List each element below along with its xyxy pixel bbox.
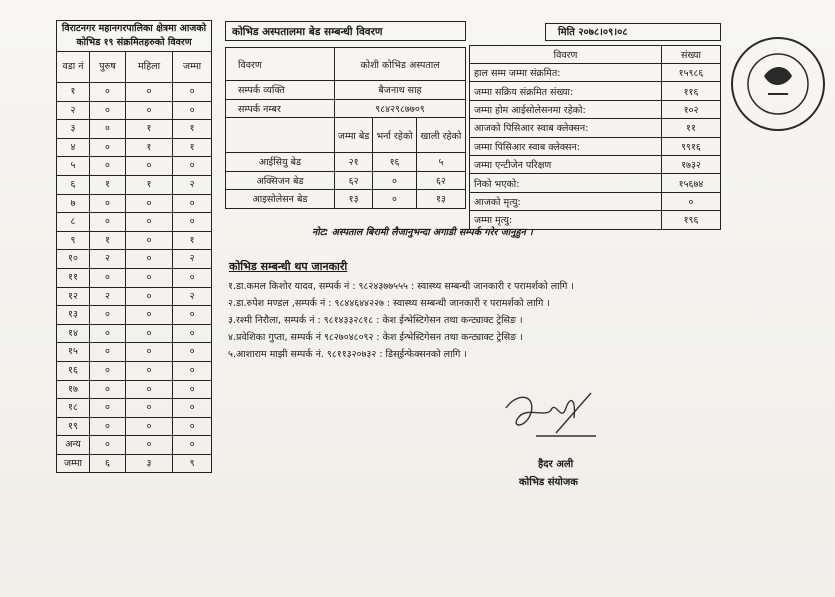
report-date: मिति २०७८।०९।०८ bbox=[545, 23, 721, 41]
female-count: ० bbox=[125, 83, 172, 102]
ward-header-total: जम्मा bbox=[173, 52, 212, 83]
summary-header-count: संख्या bbox=[662, 46, 721, 64]
total-count: ० bbox=[173, 101, 212, 120]
summary-row bbox=[470, 137, 721, 155]
summary-row bbox=[470, 100, 721, 118]
female-count: ० bbox=[125, 101, 172, 120]
female-count: ० bbox=[125, 213, 172, 232]
total-count: २ bbox=[173, 287, 212, 306]
ward-row bbox=[57, 138, 212, 157]
male-count: ० bbox=[90, 213, 126, 232]
ward-number: ५ bbox=[57, 157, 90, 176]
ward-number: १६ bbox=[57, 361, 90, 380]
ward-number: १० bbox=[57, 250, 90, 269]
signer-name: हैदर अली bbox=[538, 459, 574, 470]
summary-value: १०२ bbox=[662, 100, 721, 118]
male-count: ० bbox=[90, 306, 126, 325]
female-count: १ bbox=[125, 175, 172, 194]
total-count: १ bbox=[173, 231, 212, 250]
contact-line: ४.प्रवेशिका गुप्ता, सम्पर्क नं ९८२७०४८०९२ : केश ईन्भेस्टिगेसन तथा कन्ट्याक्ट ट्रेसिङ । bbox=[228, 332, 523, 343]
summary-row bbox=[470, 64, 721, 82]
ward-row bbox=[57, 213, 212, 232]
ward-row bbox=[57, 436, 212, 455]
female-count: ० bbox=[125, 324, 172, 343]
male-count: ० bbox=[90, 324, 126, 343]
female-count: ० bbox=[125, 417, 172, 436]
summary-header-label: विवरण bbox=[470, 46, 662, 64]
bed-total: २१ bbox=[335, 153, 373, 172]
ward-row bbox=[57, 361, 212, 380]
female-count: ० bbox=[125, 380, 172, 399]
bed-admitted: ० bbox=[373, 190, 417, 209]
ward-row bbox=[57, 306, 212, 325]
male-count: ० bbox=[90, 157, 126, 176]
female-count: ० bbox=[125, 157, 172, 176]
female-count: ० bbox=[125, 231, 172, 250]
summary-value: ९९१६ bbox=[662, 137, 721, 155]
male-count: २ bbox=[90, 287, 126, 306]
bed-vacant: १३ bbox=[416, 190, 465, 209]
summary-row bbox=[470, 155, 721, 173]
contact-line: ५.आशाराम माझी सम्पर्क नं. ९८११३२०७३२ : डिस्ईन्फेक्सनको लागि । bbox=[228, 349, 467, 360]
bed-total: १३ bbox=[335, 190, 373, 209]
hospital-col-label: विवरण bbox=[226, 48, 335, 81]
bed-admitted: ० bbox=[373, 171, 417, 190]
bed-total: ६२ bbox=[335, 171, 373, 190]
summary-label: जम्मा पिसिआर स्वाब क्लेक्सन: bbox=[470, 137, 662, 155]
bed-label: आईसियु बेड bbox=[226, 153, 335, 172]
male-count: ० bbox=[90, 101, 126, 120]
bed-row-oxygen bbox=[226, 171, 466, 190]
bed-vacant: ५ bbox=[416, 153, 465, 172]
ward-row bbox=[57, 231, 212, 250]
total-count: ० bbox=[173, 306, 212, 325]
summary-label: हाल सम्म जम्मा संक्रमित: bbox=[470, 64, 662, 82]
summary-label: निको भएको: bbox=[470, 174, 662, 192]
female-count: १ bbox=[125, 120, 172, 139]
ward-header-male: पुरुष bbox=[90, 52, 126, 83]
summary-value: १५६७४ bbox=[662, 174, 721, 192]
bed-admitted: १६ bbox=[373, 153, 417, 172]
total-count: १ bbox=[173, 138, 212, 157]
ward-row bbox=[57, 399, 212, 418]
summary-value: १७३२ bbox=[662, 155, 721, 173]
male-count: १ bbox=[90, 175, 126, 194]
contact-person-label: सम्पर्क व्यक्ति bbox=[226, 81, 335, 100]
ward-number: ६ bbox=[57, 175, 90, 194]
total-count: ० bbox=[173, 436, 212, 455]
summary-value: ११ bbox=[662, 119, 721, 137]
ward-row bbox=[57, 343, 212, 362]
ward-number: अन्य bbox=[57, 436, 90, 455]
male-count: १ bbox=[90, 231, 126, 250]
female-count: १ bbox=[125, 138, 172, 157]
summary-label: जम्मा होम आईसोलेसनमा रहेको: bbox=[470, 100, 662, 118]
bed-vacant: ६२ bbox=[416, 171, 465, 190]
summary-value: ११६ bbox=[662, 82, 721, 100]
bed-header-admitted: भर्ना रहेको bbox=[373, 118, 417, 153]
total-count: ० bbox=[173, 399, 212, 418]
total-count: ० bbox=[173, 324, 212, 343]
ward-row bbox=[57, 175, 212, 194]
ward-number: ३ bbox=[57, 120, 90, 139]
ward-number: २ bbox=[57, 101, 90, 120]
male-count: ० bbox=[90, 138, 126, 157]
female-count: ० bbox=[125, 194, 172, 213]
ward-number: १ bbox=[57, 83, 90, 102]
hospital-bed-title: कोभिड अस्पतालमा बेड सम्बन्धी विवरण bbox=[225, 21, 466, 41]
male-count: ० bbox=[90, 268, 126, 287]
ward-row bbox=[57, 380, 212, 399]
summary-row bbox=[470, 82, 721, 100]
ward-table-title: विराटनगर महानगरपालिका क्षेत्रमा आजको कोभिड १९ संक्रमितहरुको विवरण bbox=[57, 21, 212, 52]
bed-header-total: जम्मा बेड bbox=[335, 118, 373, 153]
contact-number-label: सम्पर्क नम्बर bbox=[226, 99, 335, 118]
ward-number: ८ bbox=[57, 213, 90, 232]
male-count: ० bbox=[90, 436, 126, 455]
bed-header-vacant: खाली रहेको bbox=[416, 118, 465, 153]
total-count: १ bbox=[173, 120, 212, 139]
ward-number: ७ bbox=[57, 194, 90, 213]
contact-number: ९८४२९८७७०९ bbox=[335, 99, 466, 118]
ward-cases-table bbox=[56, 20, 212, 473]
total-count: २ bbox=[173, 250, 212, 269]
female-count: ० bbox=[125, 343, 172, 362]
ward-row bbox=[57, 101, 212, 120]
ward-row bbox=[57, 268, 212, 287]
bed-row-isolation bbox=[226, 190, 466, 209]
ward-number: १२ bbox=[57, 287, 90, 306]
ward-row bbox=[57, 324, 212, 343]
total-count: ० bbox=[173, 268, 212, 287]
summary-label: जम्मा सक्रिय संक्रमित संख्या: bbox=[470, 82, 662, 100]
male-count: ० bbox=[90, 399, 126, 418]
summary-value: ० bbox=[662, 192, 721, 210]
female-count: ० bbox=[125, 361, 172, 380]
male-count: ० bbox=[90, 194, 126, 213]
contact-person: बैजनाथ साह bbox=[335, 81, 466, 100]
female-count: ० bbox=[125, 268, 172, 287]
male-count: ० bbox=[90, 417, 126, 436]
ward-number: १७ bbox=[57, 380, 90, 399]
female-count: ० bbox=[125, 306, 172, 325]
male-count: २ bbox=[90, 250, 126, 269]
ward-row bbox=[57, 250, 212, 269]
ward-number: ९ bbox=[57, 231, 90, 250]
ward-header-ward: वडा नं bbox=[57, 52, 90, 83]
summary-row bbox=[470, 192, 721, 210]
contact-line: २.डा.रुपेश मण्डल ,सम्पर्क नं : ९८४४६४४२२७ : स्वास्थ्य सम्बन्धी जानकारी र परामर्शको लागि । bbox=[228, 298, 550, 309]
total-count: २ bbox=[173, 175, 212, 194]
total-count: ० bbox=[173, 213, 212, 232]
summary-label: आजको मृत्यु: bbox=[470, 192, 662, 210]
female-count: ० bbox=[125, 399, 172, 418]
ward-row bbox=[57, 194, 212, 213]
total-count: ० bbox=[173, 380, 212, 399]
total-count: ९ bbox=[173, 454, 212, 473]
ward-number: जम्मा bbox=[57, 454, 90, 473]
total-count: ० bbox=[173, 194, 212, 213]
hospital-bed-table bbox=[225, 47, 466, 209]
male-count: ० bbox=[90, 361, 126, 380]
total-count: ० bbox=[173, 83, 212, 102]
female-count: ० bbox=[125, 250, 172, 269]
male-count: ० bbox=[90, 83, 126, 102]
ward-row bbox=[57, 454, 212, 473]
bed-label: अक्सिजन बेड bbox=[226, 171, 335, 190]
ward-row bbox=[57, 83, 212, 102]
contact-line: ३.रश्मी निरौला, सम्पर्क नं : ९८१४३३२८१८ : केश ईन्भेस्टिगेसन तथा कन्ट्याक्ट ट्रेसिङ । bbox=[228, 315, 523, 326]
summary-label: जम्मा एन्टीजेन परिक्षण bbox=[470, 155, 662, 173]
total-count: ० bbox=[173, 361, 212, 380]
summary-table bbox=[469, 45, 721, 230]
contact-line: १.डा.कमल किशोर यादव, सम्पर्क नं : ९८२४३७७५५५ : स्वास्थ्य सम्बन्धी जानकारी र परामर्शको लागि । bbox=[228, 281, 575, 292]
ward-number: १९ bbox=[57, 417, 90, 436]
bed-header-blank bbox=[226, 118, 335, 153]
signer-role: कोभिड संयोजक bbox=[519, 477, 578, 488]
ward-row bbox=[57, 120, 212, 139]
bed-row-icu bbox=[226, 153, 466, 172]
total-count: ० bbox=[173, 417, 212, 436]
ward-header-female: महिला bbox=[125, 52, 172, 83]
hospital-note: नोट: अस्पताल बिरामी लैजानुभन्दा अगाडी सम्पर्क गरेर जानुहुन । bbox=[312, 227, 533, 238]
office-stamp-icon bbox=[728, 34, 828, 134]
male-count: ० bbox=[90, 380, 126, 399]
female-count: ० bbox=[125, 287, 172, 306]
summary-row bbox=[470, 119, 721, 137]
ward-number: १५ bbox=[57, 343, 90, 362]
bed-label: आइसोलेसन बेड bbox=[226, 190, 335, 209]
summary-label: आजको पिसिआर स्वाब क्लेक्सन: bbox=[470, 119, 662, 137]
extra-info-title: कोभिड सम्बन्धी थप जानकारी bbox=[229, 260, 348, 273]
ward-row bbox=[57, 287, 212, 306]
hospital-name: कोशी कोभिड अस्पताल bbox=[335, 48, 466, 81]
summary-value: १९६ bbox=[662, 211, 721, 229]
male-count: ० bbox=[90, 120, 126, 139]
summary-value: १५९८६ bbox=[662, 64, 721, 82]
signature-icon bbox=[496, 388, 606, 448]
ward-number: १३ bbox=[57, 306, 90, 325]
ward-number: ४ bbox=[57, 138, 90, 157]
ward-row bbox=[57, 417, 212, 436]
total-count: ० bbox=[173, 157, 212, 176]
female-count: ० bbox=[125, 436, 172, 455]
male-count: ६ bbox=[90, 454, 126, 473]
summary-label: जम्मा मृत्यु: bbox=[470, 211, 662, 229]
female-count: ३ bbox=[125, 454, 172, 473]
summary-row bbox=[470, 174, 721, 192]
total-count: ० bbox=[173, 343, 212, 362]
male-count: ० bbox=[90, 343, 126, 362]
ward-number: ११ bbox=[57, 268, 90, 287]
ward-number: १८ bbox=[57, 399, 90, 418]
ward-number: १४ bbox=[57, 324, 90, 343]
ward-row bbox=[57, 157, 212, 176]
